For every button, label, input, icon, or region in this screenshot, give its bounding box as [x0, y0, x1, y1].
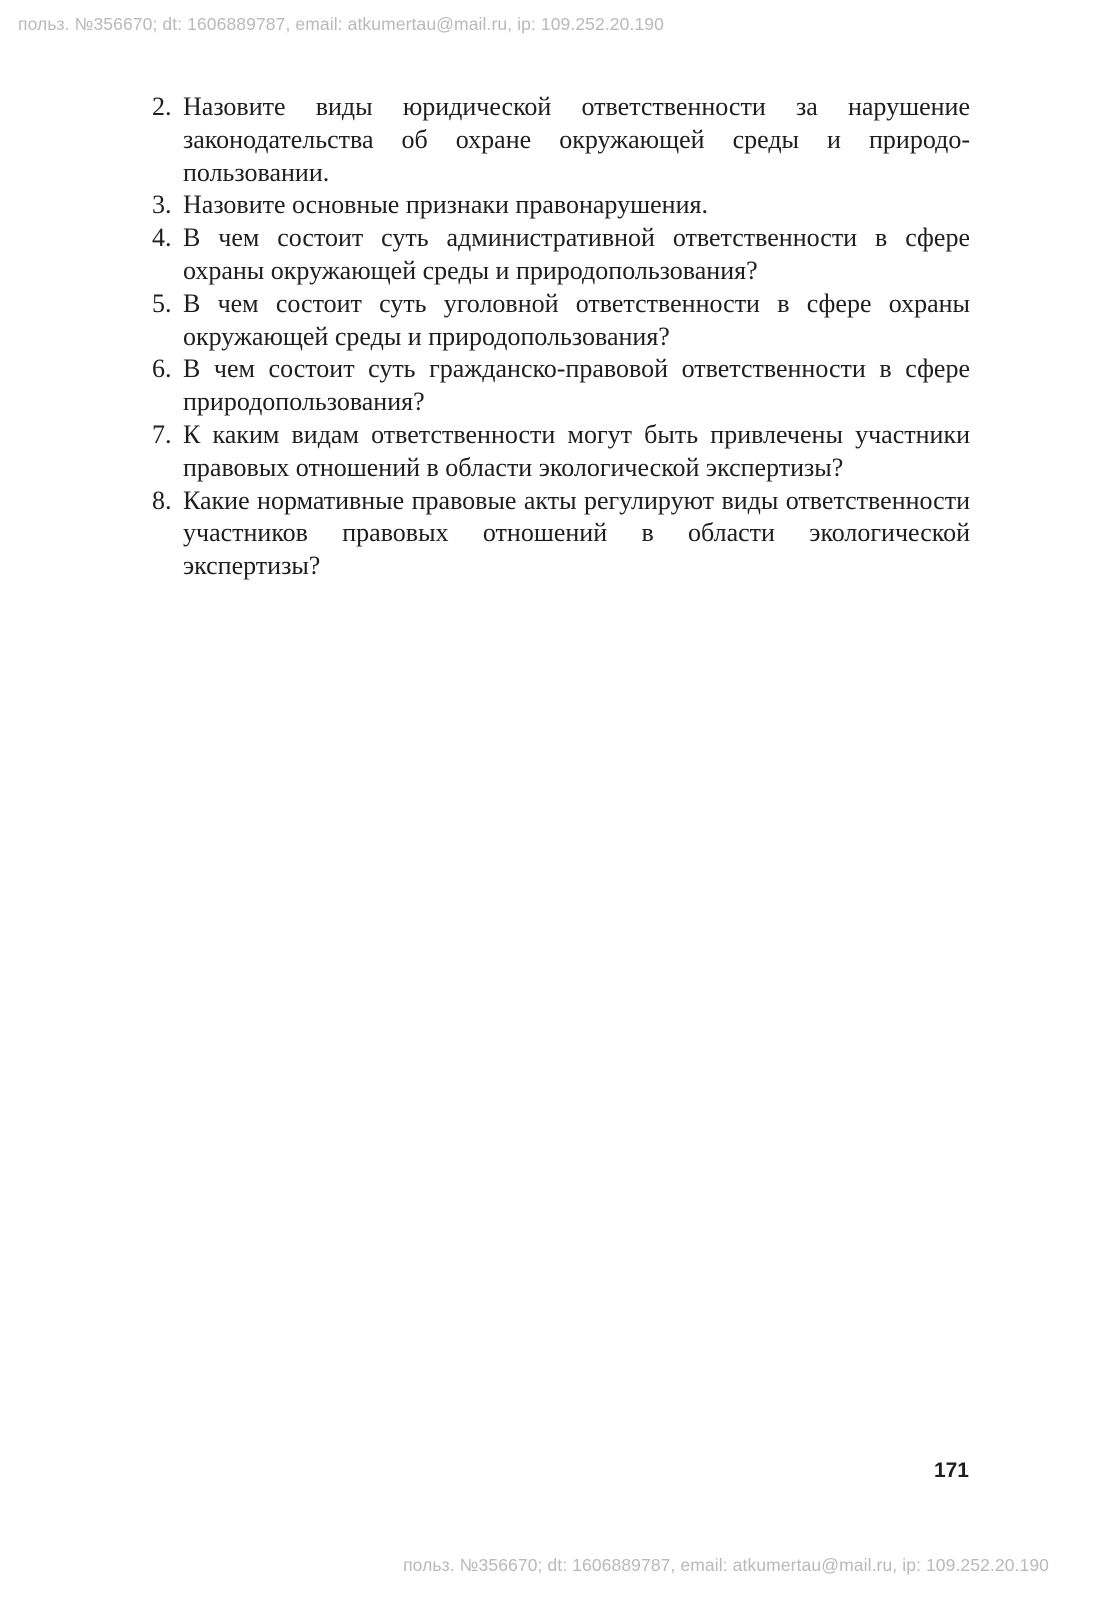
- question-list: [152, 91, 970, 583]
- question-text: К каким видам ответственности могут быть привлечены участники правовых отношений в области экологической экспертизы?: [183, 419, 970, 482]
- question-text: Какие нормативные правовые акты регулируют виды ответственности участников правовых отношений в области экологической экспертизы?: [183, 485, 970, 581]
- question-item: [152, 419, 970, 485]
- question-item: [152, 288, 970, 354]
- question-text: В чем состоит суть административной ответственности в сфере охраны окружающей среды и природопользования?: [183, 223, 970, 285]
- question-number: 8.: [152, 485, 172, 515]
- question-text: В чем состоит суть уголовной ответственности в сфере охраны окружающей среды и природопользования?: [183, 288, 970, 351]
- question-item: [152, 485, 970, 583]
- question-item: [152, 91, 970, 189]
- watermark-top: польз. №356670; dt: 1606889787, email: atkumertau@mail.ru, ip: 109.252.20.190: [18, 14, 664, 34]
- question-text: В чем состоит суть гражданско-правовой ответственности в сфере природопользования?: [183, 354, 970, 417]
- question-number: 2.: [152, 92, 172, 121]
- watermark-bottom: польз. №356670; dt: 1606889787, email: atkumertau@mail.ru, ip: 109.252.20.190: [403, 1555, 1049, 1575]
- question-number: 7.: [152, 419, 172, 449]
- question-number: 6.: [152, 354, 172, 384]
- question-number: 3.: [152, 190, 172, 220]
- question-item: [152, 353, 970, 419]
- question-number: 5.: [152, 288, 172, 318]
- question-number: 4.: [152, 223, 172, 253]
- question-text: Назовите виды юридической ответственности за нарушение законодательства об охране окружающей среды и природопользовании.: [183, 92, 970, 187]
- question-item: [152, 222, 970, 288]
- question-item: [152, 189, 970, 222]
- question-text: Назовите основные признаки правонарушения.: [183, 190, 708, 220]
- page-number: 171: [933, 1459, 969, 1482]
